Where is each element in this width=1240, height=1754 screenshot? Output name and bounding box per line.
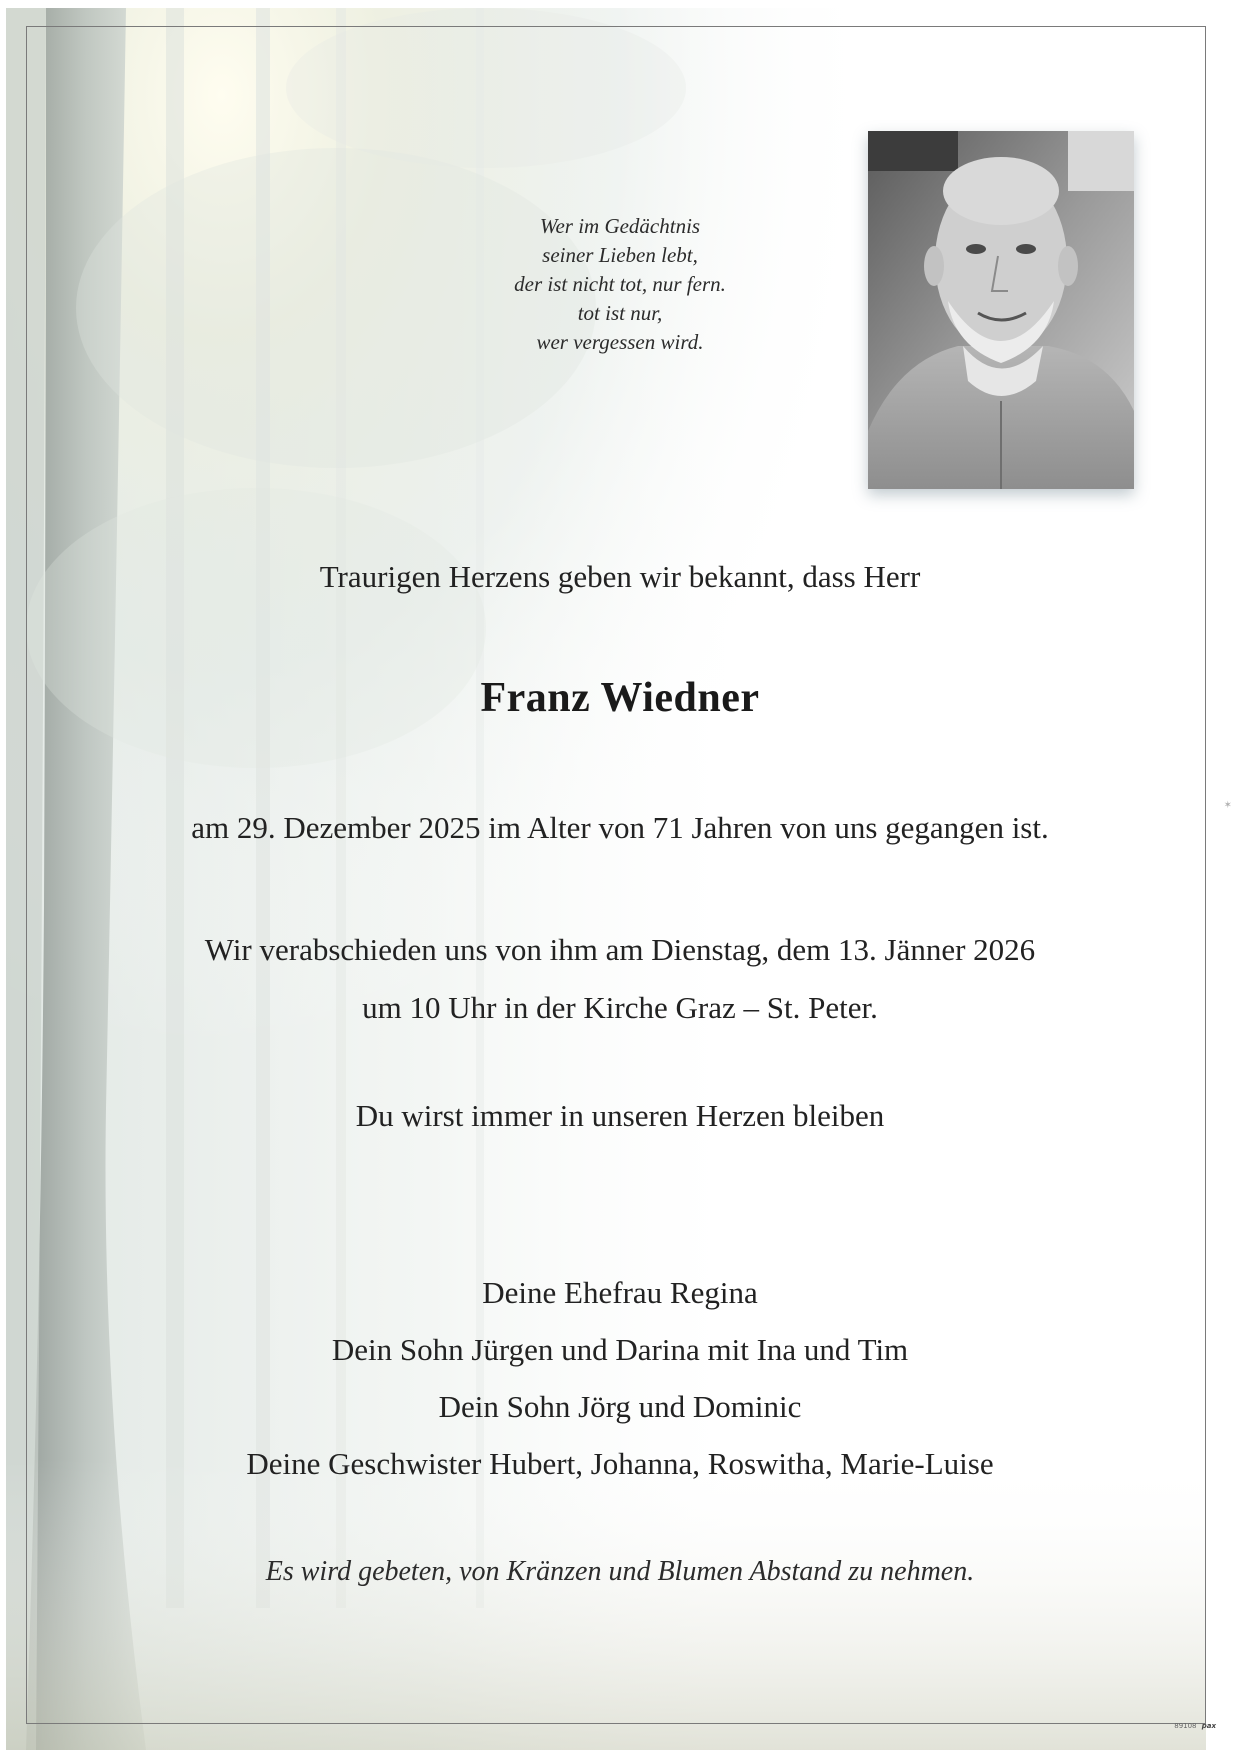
funeral-line: um 10 Uhr in der Kirche Graz – St. Peter. [362, 990, 878, 1025]
death-date-line: am 29. Dezember 2025 im Alter von 71 Jahren von uns gegangen ist. [191, 810, 1049, 845]
mourners-list [0, 1264, 1240, 1492]
print-number: 89108 [1174, 1722, 1197, 1730]
mourner-line: Deine Geschwister Hubert, Johanna, Roswitha, Marie-Luise [246, 1446, 994, 1481]
printer-logo: pax [1201, 1722, 1216, 1730]
mourner-line: Dein Sohn Jörg und Dominic [438, 1389, 802, 1424]
mourner-line: Dein Sohn Jürgen und Darina mit Ina und Tim [331, 1332, 909, 1367]
deceased-name: Franz Wiedner [480, 675, 760, 721]
scan-speck: ✶ [1223, 800, 1232, 811]
poem-line: der ist nicht tot, nur fern. [514, 272, 726, 296]
flowers-request: Es wird gebeten, von Kränzen und Blumen Abstand zu nehmen. [265, 1556, 975, 1587]
poem-line: wer vergessen wird. [536, 330, 704, 354]
mourner-line: Deine Ehefrau Regina [482, 1275, 758, 1310]
poem-line: seiner Lieben lebt, [542, 243, 698, 267]
announcement-intro: Traurigen Herzens geben wir bekannt, dass Herr [319, 559, 921, 594]
funeral-line: Wir verabschieden uns von ihm am Dienstag, dem 13. Jänner 2026 [204, 932, 1036, 967]
poem-line: tot ist nur, [577, 301, 663, 325]
funeral-details [0, 921, 1240, 1037]
poem-line: Wer im Gedächtnis [539, 214, 701, 238]
closing-phrase: Du wirst immer in unseren Herzen bleiben [355, 1098, 885, 1133]
portrait-photo [868, 131, 1134, 489]
printer-code [1174, 1722, 1216, 1730]
memorial-poem [420, 212, 820, 357]
